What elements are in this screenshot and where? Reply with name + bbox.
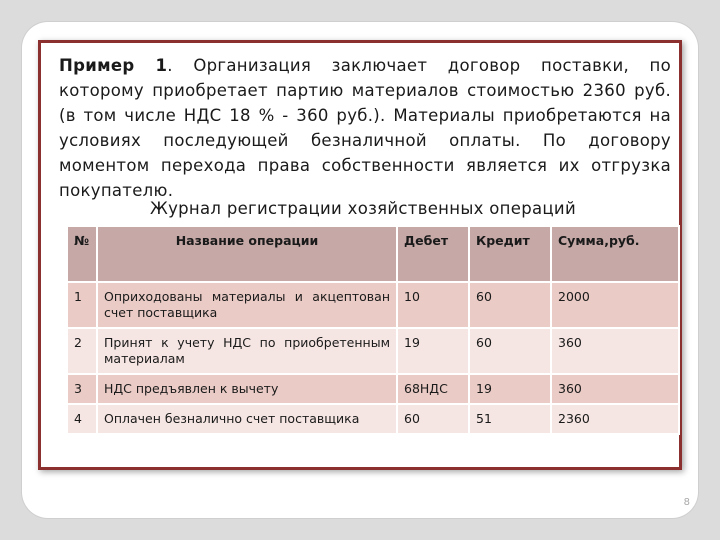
cell-credit: 60 [469, 282, 551, 328]
cell-operation-name: Принят к учету НДС по приобретенным материалам [97, 328, 397, 374]
cell-debit: 68НДС [397, 374, 469, 404]
cell-operation-name: Оприходованы материалы и акцептован счет поставщика [97, 282, 397, 328]
cell-credit: 19 [469, 374, 551, 404]
cell-amount: 360 [551, 374, 679, 404]
header-number: № [67, 226, 97, 282]
cell-number: 3 [67, 374, 97, 404]
cell-operation-name: НДС предъявлен к вычету [97, 374, 397, 404]
table-row [67, 328, 679, 374]
operations-table [66, 225, 680, 435]
example-text: . Организация заключает договор поставки, по которому приобретает партию материалов стоимостью 2360 руб. (в том числе НДС 18 % - 360 руб.). Материалы приобретаются на условиях последующей безналичной оплаты. По договору моментом перехода права собственности является их отгрузка покупателю. [59, 56, 672, 200]
cell-debit: 60 [397, 404, 469, 434]
journal-title: Журнал регистрации хозяйственных операций [150, 199, 576, 218]
table-row [67, 282, 679, 328]
cell-amount: 2000 [551, 282, 679, 328]
cell-operation-name: Оплачен безналично счет поставщика [97, 404, 397, 434]
cell-number: 1 [67, 282, 97, 328]
cell-number: 2 [67, 328, 97, 374]
header-debit: Дебет [397, 226, 469, 282]
cell-debit: 10 [397, 282, 469, 328]
table-row [67, 404, 679, 434]
header-credit: Кредит [469, 226, 551, 282]
content-frame [38, 40, 682, 470]
cell-amount: 2360 [551, 404, 679, 434]
table-header-row [67, 226, 679, 282]
cell-credit: 60 [469, 328, 551, 374]
example-lead: Пример 1 [59, 56, 168, 75]
cell-credit: 51 [469, 404, 551, 434]
cell-debit: 19 [397, 328, 469, 374]
table-row [67, 374, 679, 404]
cell-number: 4 [67, 404, 97, 434]
header-amount: Сумма,руб. [551, 226, 679, 282]
header-operation-name: Название операции [97, 226, 397, 282]
cell-amount: 360 [551, 328, 679, 374]
example-paragraph [59, 53, 671, 203]
page-number: 8 [683, 497, 690, 508]
